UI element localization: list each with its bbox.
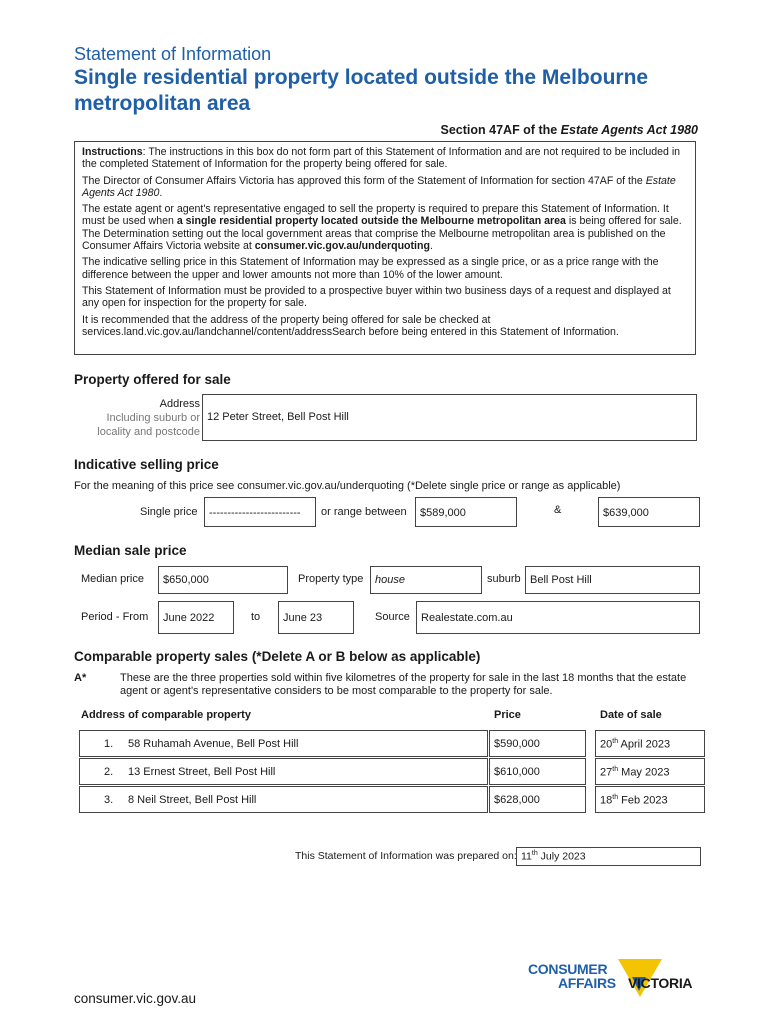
- prepared-on-field[interactable]: 11th July 2023: [516, 847, 701, 866]
- instructions-box: [74, 141, 696, 355]
- range-low-field[interactable]: $589,000: [415, 497, 517, 527]
- single-price-label: Single price: [140, 506, 198, 518]
- address-label: Address Including suburb or locality and postcode: [97, 398, 200, 438]
- comparable-row: [79, 758, 705, 785]
- comparable-price-field[interactable]: $610,000: [489, 758, 586, 785]
- comparable-address: 8 Neil Street, Bell Post Hill: [128, 794, 257, 806]
- comparable-date-field[interactable]: 20th April 2023: [595, 730, 705, 757]
- source-label: Source: [375, 611, 410, 623]
- comparable-address-field[interactable]: [79, 786, 488, 813]
- comparable-row: [79, 730, 705, 757]
- comparable-address-field[interactable]: [79, 758, 488, 785]
- option-a-text: These are the three properties sold within five kilometres of the property for sale in the last 18 months that the estate agent or agent's representative considers to be most comparable to the property for sale.: [120, 672, 687, 697]
- comparable-address: 58 Ruhamah Avenue, Bell Post Hill: [128, 738, 299, 750]
- instructions-para-5: This Statement of Information must be provided to a prospective buyer within two business days of a request and displayed at any open for inspection for the property for sale.: [82, 284, 671, 310]
- property-type-field[interactable]: house: [370, 566, 482, 594]
- footer-url[interactable]: consumer.vic.gov.au: [74, 991, 197, 1006]
- instructions-para-6: It is recommended that the address of the property being offered for sale be checked at services.land.vic.gov.au/landchannel/content/addressSearch before being entered in this Statement of Information.: [82, 313, 619, 338]
- median-heading: Median sale price: [74, 543, 187, 558]
- indicative-note: For the meaning of this price see consumer.vic.gov.au/underquoting (*Delete single price or range as applicable): [74, 480, 621, 492]
- suburb-label: suburb: [487, 573, 521, 585]
- period-to-field[interactable]: June 23: [278, 601, 354, 634]
- row-number: 2.: [104, 766, 114, 778]
- logo-victoria: VICTORIA: [628, 975, 693, 991]
- comparable-date-field[interactable]: 18th Feb 2023: [595, 786, 705, 813]
- property-heading: Property offered for sale: [74, 372, 231, 387]
- address-field[interactable]: 12 Peter Street, Bell Post Hill: [202, 394, 697, 441]
- median-price-label: Median price: [81, 573, 144, 585]
- logo-affairs: AFFAIRS: [558, 975, 616, 991]
- col-header-price: Price: [494, 709, 521, 721]
- document-kicker: Statement of Information: [74, 44, 272, 64]
- comparable-heading: Comparable property sales (*Delete A or B below as applicable): [74, 649, 481, 664]
- instructions-para-1: Instructions: The instructions in this box do not form part of this Statement of Information and are not required to be included in the completed Statement of Information for the property being offered for sale.: [82, 146, 681, 171]
- instructions-para-3: The estate agent or agent's representative engaged to sell the property is required to prepare this Statement of Information. It must be used when a single residential property located outside the Melbourne metropolitan area is being offered for sale. The Determination setting out the local government areas that comprise the Melbourne metropolitan area is published on the Consumer Affairs Victoria website at consumer.vic.gov.au/underquoting.: [82, 203, 682, 253]
- comparable-price-field[interactable]: $628,000: [489, 786, 586, 813]
- indicative-heading: Indicative selling price: [74, 457, 219, 472]
- row-number: 1.: [104, 738, 114, 750]
- range-high-field[interactable]: $639,000: [598, 497, 700, 527]
- prepared-on-label: This Statement of Information was prepared on:: [295, 850, 517, 862]
- period-label: Period - From: [81, 611, 149, 623]
- property-type-label: Property type: [298, 573, 364, 585]
- comparable-row: [79, 786, 705, 813]
- range-label: or range between: [321, 506, 407, 518]
- instructions-para-2: The Director of Consumer Affairs Victoria has approved this form of the Statement of Information for section 47AF of the Estate Agents Act 1980.: [82, 174, 676, 199]
- consumer-affairs-victoria-logo: [528, 957, 703, 1007]
- instructions-para-4: The indicative selling price in this Statement of Information may be expressed as a single price, or as a price range with the difference between the upper and lower amounts not more than 10% of the lower amount.: [82, 256, 659, 281]
- row-number: 3.: [104, 794, 114, 806]
- comparable-price-field[interactable]: $590,000: [489, 730, 586, 757]
- single-price-field[interactable]: -------------------------: [204, 497, 316, 527]
- comparable-address: 13 Ernest Street, Bell Post Hill: [128, 766, 276, 778]
- col-header-date: Date of sale: [600, 709, 662, 721]
- option-a-label: A*: [74, 672, 87, 684]
- suburb-field[interactable]: Bell Post Hill: [525, 566, 700, 594]
- range-ampersand: &: [554, 504, 562, 516]
- median-price-field[interactable]: $650,000: [158, 566, 288, 594]
- comparable-date-field[interactable]: 27th May 2023: [595, 758, 705, 785]
- period-to-label: to: [251, 611, 261, 623]
- document-title: Single residential property located outside the Melbourne metropolitan area: [74, 66, 649, 115]
- section-reference: Section 47AF of the Estate Agents Act 1980: [440, 123, 698, 137]
- logo-consumer: CONSUMER: [528, 961, 608, 977]
- col-header-address: Address of comparable property: [81, 709, 251, 721]
- period-from-field[interactable]: June 2022: [158, 601, 234, 634]
- comparable-address-field[interactable]: [79, 730, 488, 757]
- source-field[interactable]: Realestate.com.au: [416, 601, 700, 634]
